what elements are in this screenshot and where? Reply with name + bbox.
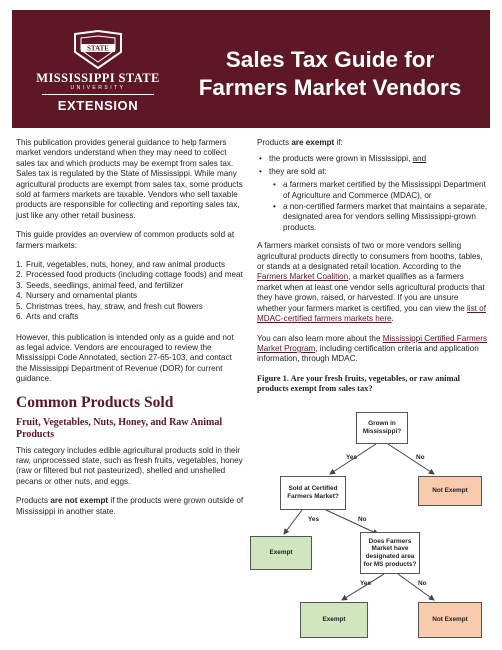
left-column bbox=[16, 138, 244, 526]
flow-node-exempt: Exempt bbox=[250, 536, 312, 570]
flow-node-not-exempt: Not Exempt bbox=[418, 602, 482, 638]
list-item: • the products were grown in Mississippi, and bbox=[259, 154, 427, 164]
page-title bbox=[180, 46, 480, 102]
list-item: • they are sold at: • a farmers market certified by the Mississippi Department of Agriculture and Commerce (MDAC), or • a non-certified farmers market that maintains a separate, designated area for vendors selling Mississippi-grown products. bbox=[259, 166, 488, 232]
list-item: 3. Seeds, seedlings, animal feed, and fertilizer bbox=[16, 280, 184, 290]
list-item: • a farmers market certified by the Mississippi Department of Agriculture and Commerce (MDAC), or bbox=[273, 180, 486, 200]
exemption-flowchart bbox=[250, 410, 502, 650]
list-item: 1. Fruit, vegetables, nuts, honey, and raw animal products bbox=[16, 260, 226, 270]
learn-more-paragraph: You can also learn more about the Mississippi Certified Farmers Market Program, including certification criteria and application information, through MDAC. bbox=[257, 333, 488, 364]
bullet-icon: • bbox=[273, 180, 276, 190]
category-description: This category includes edible agricultural products sold in their raw, unprocessed state, such as fresh fruits, vegetables, honey (raw or filtered but not pasteurized), shelled and unshelled pecans or other nuts, and eggs. bbox=[16, 445, 243, 486]
header bbox=[0, 0, 502, 132]
logo-divider bbox=[42, 94, 154, 95]
title-line-1: Sales Tax Guide for bbox=[225, 47, 435, 72]
title-line-2: Farmers Market Vendors bbox=[198, 75, 462, 100]
title-banner bbox=[12, 10, 490, 128]
bullet-icon: • bbox=[259, 166, 262, 176]
flow-node-designated-area: Does Farmers Market have designated area for MS products? bbox=[360, 532, 420, 574]
list-item: 6. Arts and crafts bbox=[16, 312, 79, 322]
certified-markets-list-link[interactable]: list of MDAC-certified farmers markets here bbox=[257, 303, 486, 324]
logo-name: MISSISSIPPI STATE bbox=[36, 71, 160, 85]
farmers-market-coalition-link[interactable]: Farmers Market Coalition bbox=[257, 272, 349, 282]
university-logo bbox=[36, 30, 160, 126]
exempt-intro: Products are exempt if: bbox=[257, 138, 343, 147]
section-heading: Common Products Sold bbox=[16, 393, 174, 411]
list-item: 2. Processed food products (including cottage foods) and meat bbox=[16, 270, 243, 280]
list-item: 4. Nursery and ornamental plants bbox=[16, 291, 138, 301]
not-exempt-paragraph: Products are not exempt if the products were grown outside of Mississippi in another state. bbox=[16, 496, 244, 516]
exempt-conditions bbox=[257, 154, 489, 233]
overview-paragraph: This guide provides an overview of common products sold at farmers markets: bbox=[16, 230, 235, 250]
flow-node-not-exempt: Not Exempt bbox=[418, 476, 482, 506]
seal-icon bbox=[67, 30, 129, 70]
disclaimer-paragraph: However, this publication is intended only as a guide and not as legal advice. Vendors are encouraged to review the Mississippi Code Annotated, section 27-65-103, and contact the Mississippi Department of Revenue (DOR) for current guidance. bbox=[16, 332, 234, 384]
list-item: • a non-certified farmers market that maintains a separate, designated area for vendors selling Mississippi-grown products. bbox=[273, 202, 488, 232]
edge-label-no: No bbox=[418, 580, 427, 587]
list-item: 5. Christmas trees, hay, straw, and fresh cut flowers bbox=[16, 301, 203, 311]
category-subheading: Fruit, Vegetables, Nuts, Honey, and Raw Animal Products bbox=[16, 416, 223, 440]
market-definition: A farmers market consists of two or more vendors selling agricultural products directly to consumers from booths, tables, or stands at a designated retail location. According to the Farmers Market Coalition, a market qualifies as a farmers market when at least one vendor sells agricultural products that they have grown, raised, or harvested. If you are unsure whether your farmers market is certified, you can view the list of MDAC-certified farmers markets here. bbox=[257, 241, 486, 324]
edge-label-no: No bbox=[358, 516, 367, 523]
flow-node-exempt: Exempt bbox=[300, 602, 368, 638]
logo-university: UNIVERSITY bbox=[70, 85, 126, 91]
edge-label-yes: Yes bbox=[308, 516, 320, 523]
edge-label-yes: Yes bbox=[360, 580, 372, 587]
right-column bbox=[257, 138, 489, 395]
svg-text:STATE: STATE bbox=[87, 44, 109, 53]
flow-node-grown-in-ms: Grown in Mississippi? bbox=[356, 412, 408, 444]
bullet-icon: • bbox=[273, 202, 276, 212]
intro-paragraph: This publication provides general guidance to help farmers market vendors understand when they may need to collect sales tax and which products may be exempt from sales tax. Sales tax is regulated by the State of Mississippi. While many agricultural products are exempt from sales tax, some products sold at farmers markets are taxable. Vendors who sell taxable products are responsible for collecting and reporting sales tax, just like any other retail business. bbox=[16, 138, 243, 220]
edge-label-no: No bbox=[416, 454, 425, 461]
logo-extension: EXTENSION bbox=[57, 98, 139, 113]
edge-label-yes: Yes bbox=[346, 454, 358, 461]
bullet-icon: • bbox=[259, 154, 262, 164]
certified-program-link[interactable]: Mississippi Certified Farmers Market Program bbox=[257, 333, 488, 353]
figure-caption: Figure 1. Are your fresh fruits, vegetables, or raw animal products exempt from sales tax? bbox=[257, 373, 460, 394]
market-types bbox=[273, 180, 489, 233]
category-list bbox=[16, 260, 244, 322]
flow-node-certified-market: Sold at Certified Farmers Market? bbox=[280, 476, 346, 510]
